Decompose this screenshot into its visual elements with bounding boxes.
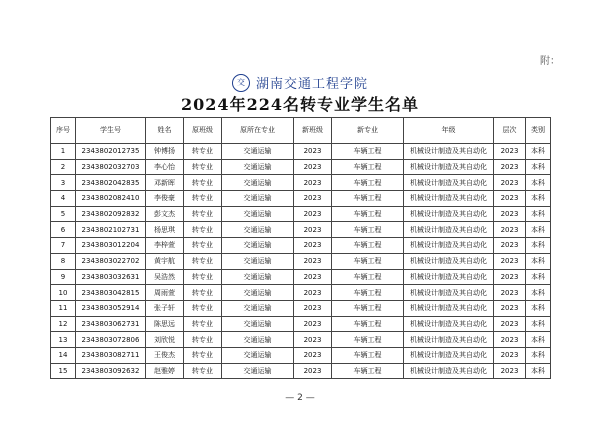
table-cell: 转专业 — [184, 253, 222, 269]
table-cell: 转专业 — [184, 363, 222, 379]
table-cell: 本科 — [526, 191, 551, 207]
table-cell: 车辆工程 — [332, 300, 404, 316]
table-cell: 2023 — [294, 159, 332, 175]
table-cell: 9 — [51, 269, 76, 285]
table-cell: 陈思远 — [146, 316, 184, 332]
table-cell: 2023 — [294, 238, 332, 254]
table-cell: 2343803092632 — [76, 363, 146, 379]
table-cell: 3 — [51, 175, 76, 191]
table-cell: 交通运输 — [222, 347, 294, 363]
table-cell: 转专业 — [184, 191, 222, 207]
column-header: 原所在专业 — [222, 118, 294, 144]
table-cell: 本科 — [526, 363, 551, 379]
table-cell: 2023 — [494, 253, 526, 269]
table-cell: 2023 — [294, 253, 332, 269]
table-row — [51, 363, 551, 379]
table-cell: 车辆工程 — [332, 253, 404, 269]
table-cell: 2023 — [494, 316, 526, 332]
table-row — [51, 238, 551, 254]
table-cell: 车辆工程 — [332, 159, 404, 175]
table-cell: 机械设计制造及其自动化 — [404, 222, 494, 238]
table-cell: 4 — [51, 191, 76, 207]
table-cell: 机械设计制造及其自动化 — [404, 363, 494, 379]
table-cell: 李心怡 — [146, 159, 184, 175]
table-cell: 2023 — [494, 206, 526, 222]
table-cell: 交通运输 — [222, 222, 294, 238]
table-cell: 交通运输 — [222, 300, 294, 316]
table-cell: 本科 — [526, 222, 551, 238]
table-cell: 本科 — [526, 253, 551, 269]
table-cell: 2023 — [494, 222, 526, 238]
table-cell: 2343802042835 — [76, 175, 146, 191]
table-cell: 2023 — [294, 269, 332, 285]
table-cell: 交通运输 — [222, 238, 294, 254]
table-cell: 2023 — [294, 347, 332, 363]
table-cell: 本科 — [526, 285, 551, 301]
table-cell: 车辆工程 — [332, 144, 404, 160]
table-cell: 机械设计制造及其自动化 — [404, 159, 494, 175]
table-cell: 1 — [51, 144, 76, 160]
table-cell: 钟博扬 — [146, 144, 184, 160]
table-cell: 转专业 — [184, 222, 222, 238]
table-cell: 11 — [51, 300, 76, 316]
table-cell: 2023 — [294, 191, 332, 207]
table-cell: 2023 — [494, 363, 526, 379]
table-cell: 机械设计制造及其自动化 — [404, 285, 494, 301]
column-header: 类别 — [526, 118, 551, 144]
table-cell: 车辆工程 — [332, 238, 404, 254]
table-cell: 车辆工程 — [332, 191, 404, 207]
table-cell: 2023 — [294, 285, 332, 301]
table-cell: 2023 — [294, 206, 332, 222]
table-cell: 交通运输 — [222, 363, 294, 379]
table-cell: 邓新晖 — [146, 175, 184, 191]
table-cell: 12 — [51, 316, 76, 332]
table-cell: 交通运输 — [222, 175, 294, 191]
table-cell: 14 — [51, 347, 76, 363]
table-row — [51, 300, 551, 316]
table-cell: 2023 — [294, 300, 332, 316]
table-cell: 2343802012735 — [76, 144, 146, 160]
table-cell: 2023 — [494, 191, 526, 207]
table-cell: 本科 — [526, 332, 551, 348]
table-cell: 李梓萱 — [146, 238, 184, 254]
table-cell: 2023 — [494, 285, 526, 301]
table-cell: 15 — [51, 363, 76, 379]
column-header: 姓名 — [146, 118, 184, 144]
table-cell: 2343803052914 — [76, 300, 146, 316]
table-cell: 杨思琪 — [146, 222, 184, 238]
school-name: 湖南交通工程学院 — [255, 77, 368, 92]
document-title: 2024年224名转专业学生名单 — [181, 95, 419, 114]
table-cell: 7 — [51, 238, 76, 254]
column-header: 新班级 — [294, 118, 332, 144]
table-row — [51, 191, 551, 207]
table-cell: 车辆工程 — [332, 222, 404, 238]
column-header: 序号 — [51, 118, 76, 144]
table-row — [51, 347, 551, 363]
table-cell: 吴浩然 — [146, 269, 184, 285]
table-cell: 交通运输 — [222, 191, 294, 207]
column-header: 新专业 — [332, 118, 404, 144]
table-cell: 2343803072806 — [76, 332, 146, 348]
table-cell: 2023 — [294, 144, 332, 160]
table-cell: 车辆工程 — [332, 332, 404, 348]
table-cell: 2023 — [494, 238, 526, 254]
table-cell: 转专业 — [184, 238, 222, 254]
table-cell: 机械设计制造及其自动化 — [404, 144, 494, 160]
table-cell: 本科 — [526, 300, 551, 316]
table-cell: 本科 — [526, 159, 551, 175]
table-cell: 转专业 — [184, 269, 222, 285]
column-header: 层次 — [494, 118, 526, 144]
table-cell: 交通运输 — [222, 316, 294, 332]
table-cell: 车辆工程 — [332, 347, 404, 363]
table-cell: 2343803062731 — [76, 316, 146, 332]
table-cell: 转专业 — [184, 347, 222, 363]
table-cell: 2343802032703 — [76, 159, 146, 175]
table-cell: 2023 — [494, 300, 526, 316]
table-cell: 赵雅婷 — [146, 363, 184, 379]
table-cell: 2343803082711 — [76, 347, 146, 363]
table-cell: 车辆工程 — [332, 363, 404, 379]
table-row — [51, 206, 551, 222]
table-cell: 2023 — [494, 175, 526, 191]
table-cell: 机械设计制造及其自动化 — [404, 238, 494, 254]
student-roster-table — [50, 117, 551, 379]
table-cell: 彭文杰 — [146, 206, 184, 222]
table-cell: 转专业 — [184, 159, 222, 175]
table-cell: 2023 — [494, 269, 526, 285]
table-cell: 交通运输 — [222, 144, 294, 160]
table-cell: 2023 — [294, 363, 332, 379]
table-header-row — [51, 118, 551, 144]
table-cell: 2023 — [294, 316, 332, 332]
table-row — [51, 175, 551, 191]
table-cell: 机械设计制造及其自动化 — [404, 206, 494, 222]
table-row — [51, 285, 551, 301]
table-cell: 转专业 — [184, 206, 222, 222]
table-cell: 周雨萱 — [146, 285, 184, 301]
column-header: 年级 — [404, 118, 494, 144]
table-cell: 机械设计制造及其自动化 — [404, 347, 494, 363]
table-row — [51, 159, 551, 175]
table-cell: 本科 — [526, 206, 551, 222]
table-cell: 2343802082410 — [76, 191, 146, 207]
table-cell: 车辆工程 — [332, 269, 404, 285]
table-cell: 机械设计制造及其自动化 — [404, 191, 494, 207]
column-header: 原班级 — [184, 118, 222, 144]
table-cell: 机械设计制造及其自动化 — [404, 332, 494, 348]
table-cell: 转专业 — [184, 332, 222, 348]
table-cell: 刘欣悦 — [146, 332, 184, 348]
table-cell: 机械设计制造及其自动化 — [404, 269, 494, 285]
table-cell: 机械设计制造及其自动化 — [404, 300, 494, 316]
table-cell: 2 — [51, 159, 76, 175]
table-cell: 转专业 — [184, 175, 222, 191]
table-row — [51, 316, 551, 332]
table-cell: 本科 — [526, 144, 551, 160]
table-cell: 车辆工程 — [332, 206, 404, 222]
table-cell: 机械设计制造及其自动化 — [404, 316, 494, 332]
corner-note: 附： — [540, 56, 560, 67]
table-cell: 转专业 — [184, 316, 222, 332]
table-cell: 本科 — [526, 175, 551, 191]
table-cell: 交通运输 — [222, 206, 294, 222]
table-cell: 本科 — [526, 238, 551, 254]
table-cell: 2023 — [494, 159, 526, 175]
table-cell: 黄宇航 — [146, 253, 184, 269]
table-cell: 2343803012204 — [76, 238, 146, 254]
table-cell: 车辆工程 — [332, 285, 404, 301]
table-body — [51, 144, 551, 379]
table-cell: 转专业 — [184, 285, 222, 301]
table-row — [51, 332, 551, 348]
table-cell: 张子轩 — [146, 300, 184, 316]
table-cell: 车辆工程 — [332, 316, 404, 332]
table-cell: 8 — [51, 253, 76, 269]
table-cell: 李俊豪 — [146, 191, 184, 207]
school-emblem-icon: 交 — [232, 74, 250, 92]
table-cell: 交通运输 — [222, 253, 294, 269]
table-cell: 机械设计制造及其自动化 — [404, 175, 494, 191]
table-cell: 交通运输 — [222, 332, 294, 348]
table-cell: 转专业 — [184, 144, 222, 160]
table-cell: 本科 — [526, 347, 551, 363]
table-row — [51, 144, 551, 160]
table-cell: 2343802092832 — [76, 206, 146, 222]
table-cell: 2023 — [294, 332, 332, 348]
table-cell: 2343803022702 — [76, 253, 146, 269]
table-cell: 2023 — [494, 332, 526, 348]
table-cell: 交通运输 — [222, 269, 294, 285]
table-cell: 6 — [51, 222, 76, 238]
table-cell: 2343803042815 — [76, 285, 146, 301]
table-cell: 13 — [51, 332, 76, 348]
table-row — [51, 222, 551, 238]
table-cell: 2023 — [494, 144, 526, 160]
table-cell: 机械设计制造及其自动化 — [404, 253, 494, 269]
table-cell: 2023 — [294, 175, 332, 191]
table-cell: 转专业 — [184, 300, 222, 316]
table-row — [51, 269, 551, 285]
table-cell: 2343802102731 — [76, 222, 146, 238]
table-row — [51, 253, 551, 269]
table-cell: 2023 — [294, 222, 332, 238]
table-cell: 王俊杰 — [146, 347, 184, 363]
table-cell: 5 — [51, 206, 76, 222]
table-cell: 交通运输 — [222, 285, 294, 301]
table-cell: 2343803032631 — [76, 269, 146, 285]
page-number: — 2 — — [285, 393, 315, 403]
table-cell: 本科 — [526, 269, 551, 285]
table-cell: 车辆工程 — [332, 175, 404, 191]
table-cell: 10 — [51, 285, 76, 301]
table-cell: 2023 — [494, 347, 526, 363]
school-logo-row — [0, 70, 600, 92]
table-cell: 本科 — [526, 316, 551, 332]
column-header: 学生号 — [76, 118, 146, 144]
table-cell: 交通运输 — [222, 159, 294, 175]
